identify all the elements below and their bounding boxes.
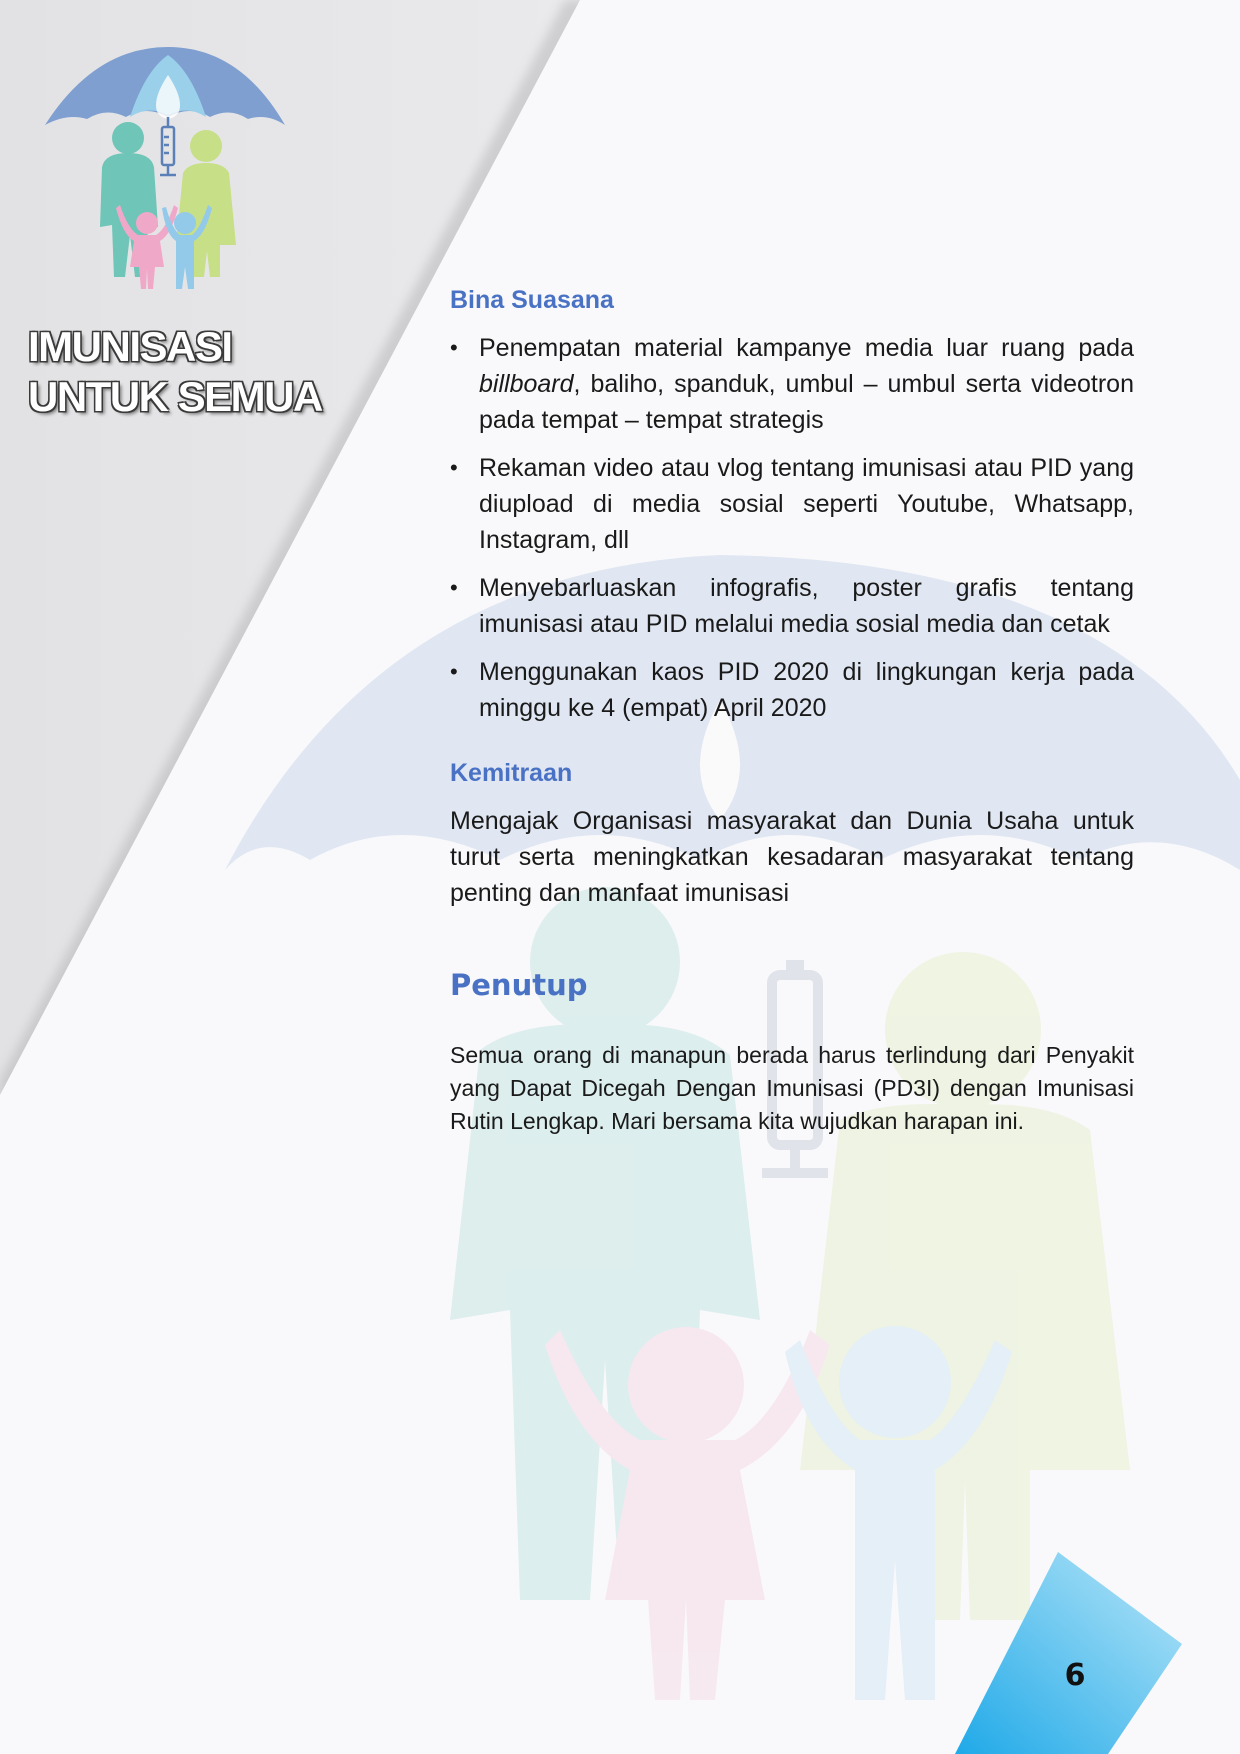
page-number: 6 — [1064, 1658, 1086, 1693]
item-text: , baliho, spanduk, umbul – umbul serta videotron pada tempat – tempat strategis — [479, 370, 1134, 434]
list-item — [450, 570, 1134, 642]
kemitraan-paragraph: Mengajak Organisasi masyarakat dan Dunia Usaha untuk turut serta meningkatkan kesadaran masyarakat tentang penting dan manfaat imunisasi — [450, 807, 1134, 907]
main-content — [450, 282, 1134, 1138]
list-item — [450, 654, 1134, 726]
brand-title-line-1: IMUNISASI — [28, 323, 232, 370]
kemitraan-heading: Kemitraan — [450, 759, 573, 787]
penutup-paragraph: Semua orang di manapun berada harus terlindung dari Penyakit yang Dapat Dicegah Dengan Imunisasi (PD3I) dengan Imunisasi Rutin Lengkap. Mari bersama kita wujudkan harapan ini. — [450, 1042, 1134, 1134]
family-umbrella-vaccine-logo-icon — [40, 45, 295, 305]
brand-title — [28, 322, 322, 422]
bina-suasana-heading: Bina Suasana — [450, 286, 614, 314]
item-text: Menggunakan kaos PID 2020 di lingkungan kerja pada minggu ke 4 (empat) April 2020 — [479, 658, 1134, 722]
brand-title-line-2: UNTUK SEMUA — [28, 373, 322, 420]
penutup-heading: Penutup — [450, 968, 588, 1002]
item-text: Rekaman video atau vlog tentang imunisasi atau PID yang diupload di media sosial seperti Youtube, Whatsapp, Instagram, dll — [479, 454, 1134, 554]
list-item — [450, 450, 1134, 558]
list-item — [450, 330, 1134, 438]
item-text: Penempatan material kampanye media luar ruang pada — [479, 334, 1134, 362]
bina-suasana-list — [450, 330, 1134, 726]
item-text-italic: billboard — [479, 370, 574, 398]
item-text: Menyebarluaskan infografis, poster grafis tentang imunisasi atau PID melalui media sosial media dan cetak — [479, 574, 1134, 638]
